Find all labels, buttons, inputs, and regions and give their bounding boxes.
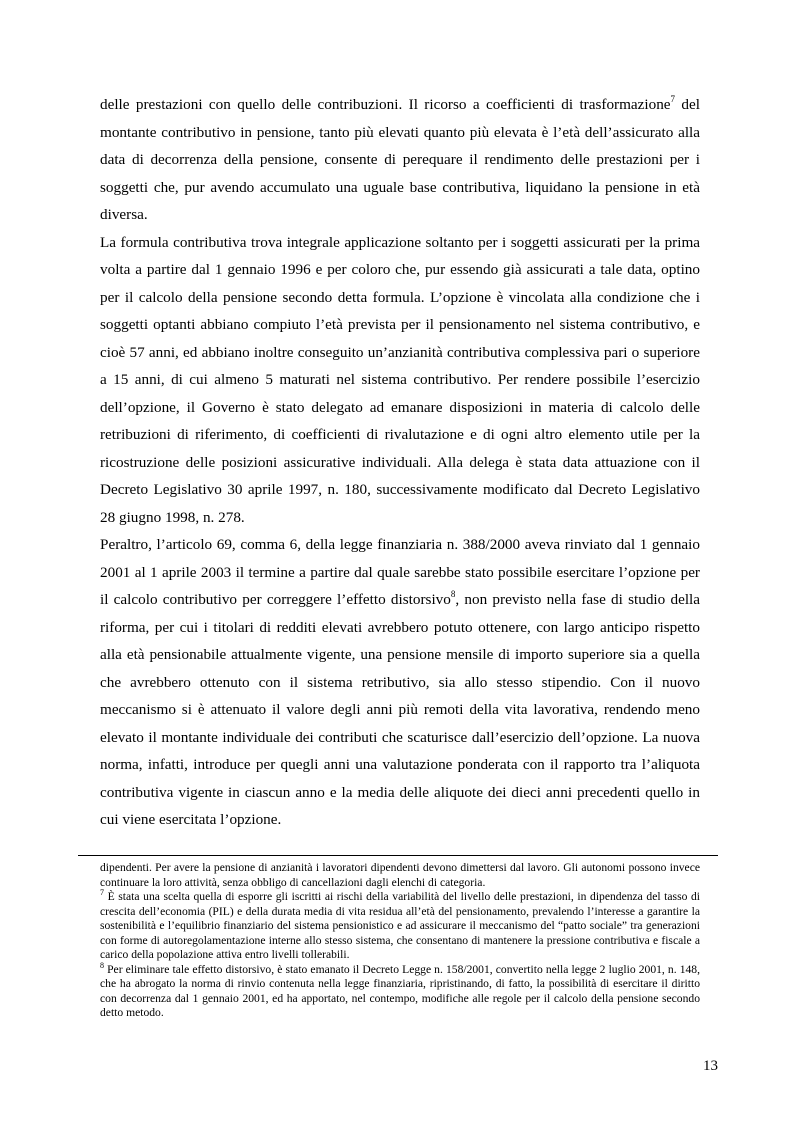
footnote-continued: dipendenti. Per avere la pensione di anzianità i lavoratori dipendenti devono dimettersi dal lavoro. Gli autonomi possono invece continuare la loro attività, senza obbligo di cancellazioni dagli elenchi di categoria. [100, 861, 700, 889]
footnote-8-number: 8 [100, 960, 104, 970]
paragraph-2: La formula contributiva trova integrale applicazione soltanto per i soggetti assicurati per la prima volta a partire dal 1 gennaio 1996 e per coloro che, pur essendo già assicurati a tale data, optino per il calcolo della pensione secondo detta formula. L’opzione è vincolata alla condizione che i soggetti optanti abbiano compiuto l’età prevista per il pensionamento nel sistema contributivo, e cioè 57 anni, ed abbiano inoltre conseguito un’anzianità contributiva complessiva pari o superiore a 15 anni, di cui almeno 5 maturati nel sistema contributivo. Per rendere possibile l’esercizio dell’opzione, il Governo è stato delegato ad emanare disposizioni in materia di calcolo delle retribuzioni di riferimento, di coefficienti di rivalutazione e di ogni altro elemento utile per la ricostruzione delle posizioni assicurative individuali. Alla delega è stata data attuazione con il Decreto Legislativo 30 aprile 1997, n. 180, successivamente modificato dal Decreto Legislativo 28 giugno 1998, n. 278. [100, 233, 700, 526]
footnote-8 [100, 960, 700, 1021]
footnote-7 [100, 890, 700, 963]
footnote-7-number: 7 [100, 888, 104, 898]
paragraph-1-text-a: delle prestazioni con quello delle contribuzioni. Il ricorso a coefficienti di trasformazione [100, 96, 671, 113]
footnote-ref-8: 8 [450, 588, 456, 599]
paragraph-3 [100, 531, 700, 834]
body-text [100, 91, 700, 834]
paragraph-3-text-a: Peraltro, l’articolo 69, comma 6, della legge finanziaria n. 388/2000 aveva rinviato dal 1 gennaio 2001 al 1 aprile 2003 il termine a partire dal quale sarebbe stato possibile esercitare l’opzione per il calcolo contributivo per correggere l’effetto distorsivo [100, 536, 700, 608]
paragraph-3-text-b: , non previsto nella fase di studio della riforma, per cui i titolari di redditi elevati avrebbero potuto ottenere, con largo anticipo rispetto alla età pensionabile attualmente vigente, una pensione mensile di importo superiore sia a quella che avrebbero ottenuto con il sistema retributivo, sia allo stesso stipendio. Con il nuovo meccanismo si è attenuato il valore degli anni più remoti della vita lavorativa, rendendo meno elevato il montante individuale dei contributi che scaturisce dall’esercizio dell’opzione. La nuova norma, infatti, introduce per quegli anni una valutazione ponderata con il rapporto tra l’aliquota contributiva vigente in ciascun anno e la media delle aliquote dei dieci anni precedenti quello in cui viene esercitata l’opzione. [100, 591, 700, 828]
footnote-ref-7: 7 [670, 93, 676, 104]
footnote-separator [78, 855, 718, 856]
footnotes [100, 861, 700, 1021]
paragraph-1-text-b: del montante contributivo in pensione, tanto più elevati quanto più elevata è l’età dell’assicurato alla data di decorrenza della pensione, consente di perequare il rendimento delle prestazioni per i soggetti che, pur avendo accumulato una uguale base contributiva, liquidano la pensione in età diversa. [100, 96, 700, 223]
footnote-8-text: Per eliminare tale effetto distorsivo, è stato emanato il Decreto Legge n. 158/2001, convertito nella legge 2 luglio 2001, n. 148, che ha abrogato la norma di rinvio contenuta nella legge finanziaria, ripristinando, di fatto, la possibilità di esercitare il diritto con decorrenza dal 1 gennaio 2001, ed ha apportato, nel contempo, modifiche alle regole per il calcolo della pensione secondo detto metodo. [100, 962, 700, 1019]
page-number: 13 [703, 1058, 718, 1074]
paragraph-1 [100, 91, 700, 229]
footnote-7-text: È stata una scelta quella di esporre gli iscritti ai rischi della variabilità del livello delle prestazioni, in dipendenza del tasso di crescita dell’economia (PIL) e della durata media di vita residua all’età del pensionamento, prevalendo l’interesse a garantire la sostenibilità e l’equilibrio finanziario del sistema pensionistico e ad assicurare il meccanismo del “patto sociale” tra generazioni con forme di autoregolamentazione interne allo stesso sistema, che consentano di mantenere la pressione contributiva e fiscale a carico della popolazione attiva entro livelli tollerabili. [100, 890, 700, 961]
